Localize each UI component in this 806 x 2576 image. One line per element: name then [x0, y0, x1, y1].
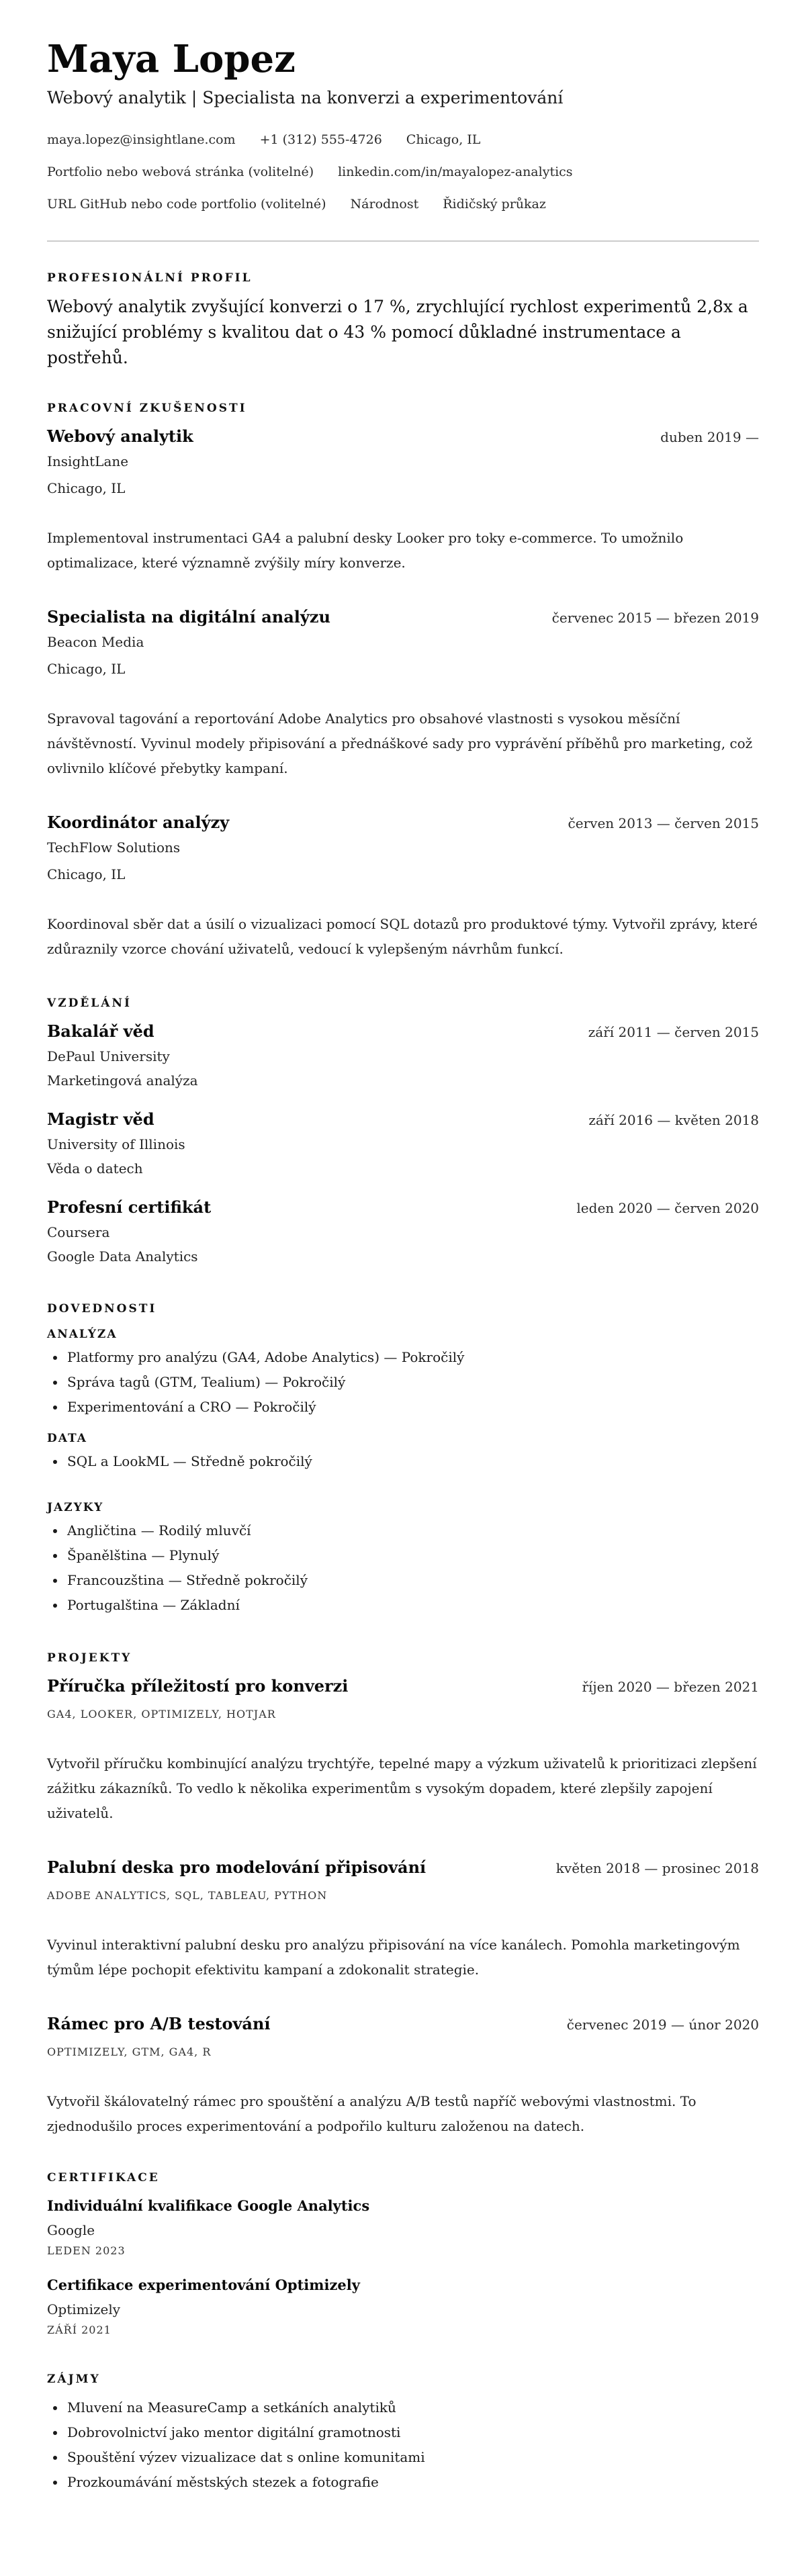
- project-dates: červenec 2019 — únor 2020: [566, 2017, 759, 2033]
- education-header: [47, 1107, 759, 1132]
- education-dates: září 2016 — květen 2018: [588, 1112, 759, 1128]
- project-entry: [47, 2012, 759, 2139]
- certifications-heading: CERTIFIKACE: [47, 2171, 160, 2184]
- degree-title: Bakalář věd: [47, 1021, 154, 1041]
- profile-text: Webový analytik zvyšující konverzi o 17 %, zrychlující rychlost experimentů 2,8x a snižující problémy s kvalitou dat o 43 % pomocí důkladné instrumentace a postřehů.: [47, 297, 748, 367]
- project-entry: [47, 1855, 759, 1982]
- school-name: Coursera: [47, 1224, 110, 1240]
- job-location: Chicago, IL: [47, 480, 126, 496]
- job-dates: červenec 2015 — březen 2019: [551, 610, 759, 626]
- job-header: [47, 811, 759, 835]
- project-dates: říjen 2020 — březen 2021: [582, 1679, 759, 1695]
- study-field: Věda o datech: [47, 1160, 143, 1177]
- certification-date: ZÁŘÍ 2021: [47, 2324, 111, 2336]
- project-description: Vytvořil škálovatelný rámec pro spouštění a analýzu A/B testů napříč webovými vlastnostmi. To zjednodušilo proces experimentování a podpořilo kulturu založenou na datech.: [47, 2093, 697, 2134]
- data-skill-list: [47, 1449, 759, 1474]
- interest-item: • Spouštění výzev vizualizace dat s online komunitami: [66, 2445, 759, 2470]
- job-description: Implementoval instrumentaci GA4 a palubní desky Looker pro toky e-commerce. To umožnilo optimalizace, které významně zvýšily míry konverze.: [47, 530, 684, 571]
- portfolio-label: Portfolio nebo webová stránka (volitelné): [47, 165, 314, 179]
- project-title: Palubní deska pro modelování připisování: [47, 1857, 427, 1877]
- github-label: URL GitHub nebo code portfolio (volitelné): [47, 197, 326, 212]
- project-title: Rámec pro A/B testování: [47, 2014, 271, 2033]
- job-header: [47, 424, 759, 449]
- job-description: Koordinoval sběr dat a úsilí o vizualizaci pomocí SQL dotazů pro produktové týmy. Vytvořil zprávy, které zdůraznily vzorce chování uživatelů, vedoucí k vylepšeným návrhům funkcí.: [47, 916, 758, 957]
- skill-group-analysis: ANALÝZA: [47, 1328, 118, 1341]
- skill-group-data: DATA: [47, 1432, 87, 1445]
- certification-date: LEDEN 2023: [47, 2244, 126, 2257]
- skill-item: • SQL a LookML — Středně pokročilý: [66, 1449, 759, 1474]
- job-location: Chicago, IL: [47, 661, 126, 677]
- job-title: Koordinátor analýzy: [47, 813, 230, 832]
- language-list: [47, 1518, 759, 1618]
- skill-group-languages: JAZYKY: [47, 1501, 104, 1514]
- job-entry: [47, 811, 759, 962]
- job-title: Webový analytik: [47, 426, 193, 446]
- language-item: • Portugalština — Základní: [66, 1593, 759, 1618]
- header-divider: [47, 240, 759, 242]
- certification-issuer: Optimizely: [47, 2301, 121, 2317]
- analysis-skill-list: [47, 1345, 759, 1420]
- interest-list: [47, 2395, 759, 2495]
- project-tags: ADOBE ANALYTICS, SQL, TABLEAU, PYTHON: [47, 1889, 328, 1902]
- linkedin-text: linkedin.com/in/mayalopez-analytics: [338, 165, 573, 179]
- project-entry: [47, 1674, 759, 1826]
- resume-header: [47, 35, 759, 220]
- skill-item: • Platformy pro analýzu (GA4, Adobe Analytics) — Pokročilý: [66, 1345, 759, 1370]
- job-header: [47, 605, 759, 630]
- job-title: Specialista na digitální analýzu: [47, 607, 330, 627]
- language-item: • Angličtina — Rodilý mluvčí: [66, 1518, 759, 1543]
- project-header: [47, 2012, 759, 2037]
- contact-row-3: [47, 188, 759, 220]
- job-location: Chicago, IL: [47, 866, 126, 882]
- language-item: • Francouzština — Středně pokročilý: [66, 1568, 759, 1593]
- education-header: [47, 1195, 759, 1220]
- certification-title: Individuální kvalifikace Google Analytics: [47, 2197, 370, 2214]
- certification-entry: [47, 2273, 759, 2339]
- study-field: Marketingová analýza: [47, 1072, 198, 1089]
- education-heading: VZDĚLÁNÍ: [47, 997, 132, 1010]
- job-dates: červen 2013 — červen 2015: [568, 815, 759, 831]
- projects-heading: PROJEKTY: [47, 1651, 132, 1665]
- project-description: Vyvinul interaktivní palubní desku pro analýzu připisování na více kanálech. Pomohla marketingovým týmům lépe pochopit efektivitu kampaní a zdokonalit strategie.: [47, 1937, 740, 1978]
- education-entry: [47, 1019, 759, 1093]
- email-text: maya.lopez@insightlane.com: [47, 132, 236, 147]
- interests-heading: ZÁJMY: [47, 2373, 101, 2386]
- project-title: Příručka příležitostí pro konverzi: [47, 1676, 349, 1696]
- certification-title: Certifikace experimentování Optimizely: [47, 2276, 360, 2293]
- skills-heading: DOVEDNOSTI: [47, 1302, 157, 1316]
- candidate-headline: Webový analytik | Specialista na konverzi a experimentování: [47, 88, 564, 107]
- license-label: Řidičský průkaz: [443, 197, 546, 212]
- job-company: Beacon Media: [47, 634, 144, 650]
- candidate-name: Maya Lopez: [47, 37, 296, 81]
- project-header: [47, 1674, 759, 1699]
- interests-section: [47, 2373, 759, 2495]
- education-dates: září 2011 — červen 2015: [588, 1024, 759, 1040]
- education-entry: [47, 1107, 759, 1181]
- job-entry: [47, 424, 759, 576]
- study-field: Google Data Analytics: [47, 1248, 198, 1264]
- degree-title: Profesní certifikát: [47, 1197, 212, 1217]
- profile-heading: PROFESIONÁLNÍ PROFIL: [47, 271, 253, 285]
- profile-section: [47, 271, 759, 371]
- nationality-label: Národnost: [350, 197, 419, 212]
- education-entry: [47, 1195, 759, 1269]
- project-dates: květen 2018 — prosinec 2018: [555, 1860, 759, 1876]
- degree-title: Magistr věd: [47, 1109, 154, 1129]
- job-dates: duben 2019 —: [660, 429, 759, 445]
- school-name: DePaul University: [47, 1048, 170, 1064]
- skill-item: • Experimentování a CRO — Pokročilý: [66, 1395, 759, 1420]
- phone-text: +1 (312) 555-4726: [259, 132, 382, 147]
- project-description: Vytvořil příručku kombinující analýzu trychtýře, tepelné mapy a výzkum uživatelů k prioritizaci zlepšení zážitku zákazníků. To vedlo k několika experimentům s vysokým dopadem, které zlepšily zapojení uživatelů.: [47, 1755, 757, 1821]
- experience-section: [47, 402, 759, 962]
- education-header: [47, 1019, 759, 1044]
- job-company: TechFlow Solutions: [47, 839, 181, 856]
- job-entry: [47, 605, 759, 781]
- certifications-section: [47, 2171, 759, 2339]
- education-section: [47, 997, 759, 1269]
- interest-item: • Dobrovolnictví jako mentor digitální gramotnosti: [66, 2420, 759, 2445]
- contact-row-2: [47, 156, 759, 188]
- projects-section: [47, 1651, 759, 2139]
- skills-section: [47, 1302, 759, 1618]
- location-text: Chicago, IL: [406, 132, 481, 147]
- contact-row-1: [47, 124, 759, 156]
- education-dates: leden 2020 — červen 2020: [576, 1200, 759, 1216]
- skill-item: • Správa tagů (GTM, Tealium) — Pokročilý: [66, 1370, 759, 1395]
- interest-item: • Mluvení na MeasureCamp a setkáních analytiků: [66, 2395, 759, 2420]
- project-header: [47, 1855, 759, 1880]
- certification-issuer: Google: [47, 2222, 95, 2238]
- certification-entry: [47, 2194, 759, 2260]
- project-tags: OPTIMIZELY, GTM, GA4, R: [47, 2045, 212, 2058]
- school-name: University of Illinois: [47, 1136, 185, 1152]
- project-tags: GA4, LOOKER, OPTIMIZELY, HOTJAR: [47, 1708, 276, 1720]
- language-item: • Španělština — Plynulý: [66, 1543, 759, 1568]
- experience-heading: PRACOVNÍ ZKUŠENOSTI: [47, 402, 247, 415]
- job-description: Spravoval tagování a reportování Adobe Analytics pro obsahové vlastnosti s vysokou měsíční návštěvností. Vyvinul modely připisování a přednáškové sady pro vyprávění příběhů pro marketing, což ovlivnilo klíčové přebytky kampaní.: [47, 710, 753, 776]
- interest-item: • Prozkoumávání městských stezek a fotografie: [66, 2470, 759, 2495]
- job-company: InsightLane: [47, 453, 129, 469]
